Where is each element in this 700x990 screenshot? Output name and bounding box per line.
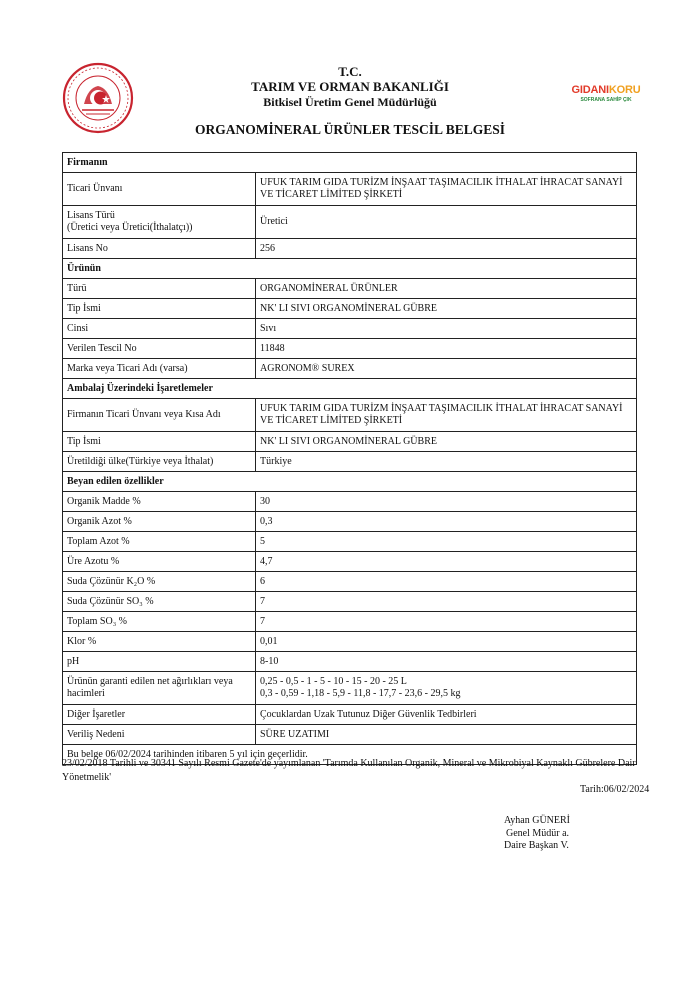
row-label: Veriliş Nedeni xyxy=(63,725,256,745)
section-header-package: Ambalaj Üzerindeki İşaretlemeler xyxy=(63,379,637,399)
row-value: 6 xyxy=(256,572,637,592)
row-label: Üretildiği ülke(Türkiye veya İthalat) xyxy=(63,452,256,472)
brand-tagline: SOFRANA SAHİP ÇIK xyxy=(580,97,632,103)
table-row xyxy=(63,399,637,432)
row-value: 7 xyxy=(256,612,637,632)
row-value: 5 xyxy=(256,532,637,552)
signatory-title: Genel Müdür a. xyxy=(506,827,570,839)
row-value: SÜRE UZATIMI xyxy=(256,725,637,745)
signature-block xyxy=(504,815,570,853)
row-label: Toplam Azot % xyxy=(63,532,256,552)
table-row xyxy=(63,239,637,259)
table-row xyxy=(63,339,637,359)
row-value: Türkiye xyxy=(256,452,637,472)
row-label: Üre Azotu % xyxy=(63,552,256,572)
table-row xyxy=(63,279,637,299)
section-row xyxy=(63,472,637,492)
certificate-table xyxy=(62,152,637,765)
table-row xyxy=(63,725,637,745)
table-row xyxy=(63,359,637,379)
table-row xyxy=(63,492,637,512)
row-label: Ticari Ünvanı xyxy=(63,173,256,206)
row-value: 11848 xyxy=(256,339,637,359)
row-value: 4,7 xyxy=(256,552,637,572)
row-value: NK' LI SIVI ORGANOMİNERAL GÜBRE xyxy=(256,299,637,319)
section-row xyxy=(63,259,637,279)
row-label: Firmanın Ticari Ünvanı veya Kısa Adı xyxy=(63,399,256,432)
row-label: Suda Çözünür K₂O % xyxy=(63,572,256,592)
brand-name-part2: KORU xyxy=(608,84,641,96)
header-tc: T.C. xyxy=(338,64,362,79)
row-value: UFUK TARIM GIDA TURİZM İNŞAAT TAŞIMACILIK İTHALAT İHRACAT SANAYİ VE TİCARET LİMİTED ŞİRKETİ xyxy=(256,399,637,432)
row-value: AGRONOM® SUREX xyxy=(256,359,637,379)
row-value: 0,25 - 0,5 - 1 - 5 - 10 - 15 - 20 - 25 L 0,3 - 0,59 - 1,18 - 5,9 - 11,8 - 17,7 - 23,6 - 29,5 kg xyxy=(256,672,637,705)
table-row xyxy=(63,206,637,239)
signatory-title: Daire Başkan V. xyxy=(504,840,569,851)
row-value: NK' LI SIVI ORGANOMİNERAL GÜBRE xyxy=(256,432,637,452)
row-label: Cinsi xyxy=(63,319,256,339)
table-row xyxy=(63,612,637,632)
row-value: 0,3 xyxy=(256,512,637,532)
row-label: Toplam SO₃ % xyxy=(63,612,256,632)
section-row xyxy=(63,379,637,399)
row-value: Üretici xyxy=(256,206,637,239)
table-row xyxy=(63,432,637,452)
document-title: ORGANOMİNERAL ÜRÜNLER TESCİL BELGESİ xyxy=(195,122,505,137)
row-label: Diğer İşaretler xyxy=(63,705,256,725)
row-label: Tip İsmi xyxy=(63,299,256,319)
row-label: Lisans No xyxy=(63,239,256,259)
table-row xyxy=(63,319,637,339)
header-ministry: TARIM VE ORMAN BAKANLIĞI xyxy=(251,79,449,94)
row-value: 256 xyxy=(256,239,637,259)
row-value: Sıvı xyxy=(256,319,637,339)
row-value: Çocuklardan Uzak Tutunuz Diğer Güvenlik Tedbirleri xyxy=(256,705,637,725)
table-row xyxy=(63,592,637,612)
table-row xyxy=(63,532,637,552)
row-label: Ürünün garanti edilen net ağırlıkları veya hacimleri xyxy=(63,672,256,705)
validity-note: Bu belge 06/02/2024 tarihinden itibaren 5 yıl için geçerlidir. xyxy=(63,745,637,765)
row-value: 30 xyxy=(256,492,637,512)
table-row xyxy=(63,652,637,672)
row-value: 7 xyxy=(256,592,637,612)
brand-logo xyxy=(566,84,646,103)
row-label: Verilen Tescil No xyxy=(63,339,256,359)
row-label: Organik Madde % xyxy=(63,492,256,512)
header-directorate: Bitkisel Üretim Genel Müdürlüğü xyxy=(263,95,437,109)
table-row xyxy=(63,552,637,572)
row-label: Marka veya Ticari Adı (varsa) xyxy=(63,359,256,379)
row-value: ORGANOMİNERAL ÜRÜNLER xyxy=(256,279,637,299)
section-row xyxy=(63,153,637,173)
regulation-note: 23/02/2018 Tarihli ve 30341 Sayılı Resmi Gazete'de yayımlanan 'Tarımda Kullanılan Organik, Mineral ve Mikrobiyal Kaynaklı Gübrelere Dair Yönetmelik' xyxy=(62,758,636,783)
row-value: 8-10 xyxy=(256,652,637,672)
table-row xyxy=(63,299,637,319)
table-row xyxy=(63,512,637,532)
table-row xyxy=(63,672,637,705)
table-row xyxy=(63,632,637,652)
table-row xyxy=(63,452,637,472)
row-label: pH xyxy=(63,652,256,672)
table-row xyxy=(63,173,637,206)
table-row xyxy=(63,572,637,592)
row-label: Tip İsmi xyxy=(63,432,256,452)
section-header-specs: Beyan edilen özellikler xyxy=(63,472,637,492)
brand-name-part1: GIDANI xyxy=(571,84,609,96)
row-value: 0,01 xyxy=(256,632,637,652)
row-label: Organik Azot % xyxy=(63,512,256,532)
row-value: UFUK TARIM GIDA TURİZM İNŞAAT TAŞIMACILIK İTHALAT İHRACAT SANAYİ VE TİCARET LİMİTED ŞİRKETİ xyxy=(256,173,637,206)
row-label: Suda Çözünür SO₃ % xyxy=(63,592,256,612)
table-row xyxy=(63,705,637,725)
row-label: Lisans Türü (Üretici veya Üretici(İthalatçı)) xyxy=(63,206,256,239)
section-header-product: Ürünün xyxy=(63,259,637,279)
issue-date: Tarih:06/02/2024 xyxy=(580,784,650,795)
section-header-firm: Firmanın xyxy=(63,153,637,173)
row-label: Klor % xyxy=(63,632,256,652)
row-label: Türü xyxy=(63,279,256,299)
signatory-name: Ayhan GÜNERİ xyxy=(504,815,571,826)
